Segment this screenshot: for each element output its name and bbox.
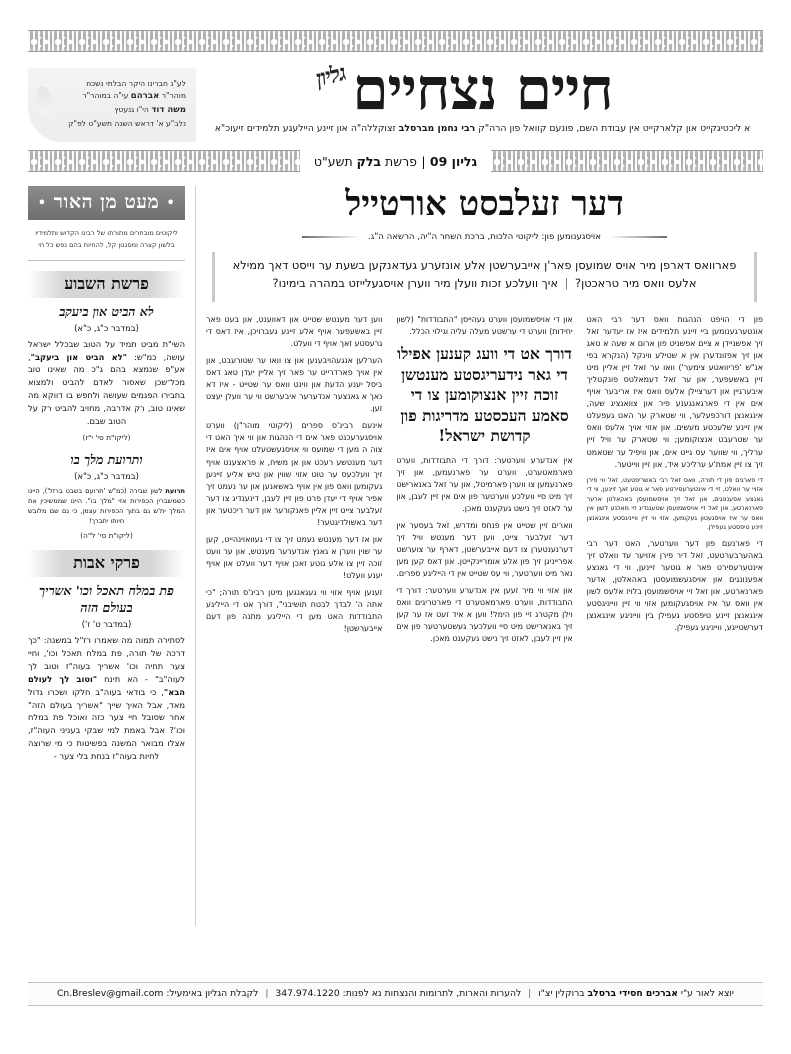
article-paragraph: אין אנדערע ווערטער: דורך די התבודדות, ווערט פארמאטערט, ווערט ער פארנעמען, און זיך פארנעמען צו ווערן פארמיטל, און ער זאל באנארישט זיך מיט סיי וועלכע ווערטער פון אים אין זיין לעבן, און ער לאזט זיך נישט געקענט מאכן. — [396, 455, 573, 513]
dedication-line-1: לע"נ חברינו היקר הבלתי נשכח — [86, 79, 186, 88]
logo-script-flourish: גליון — [313, 59, 349, 93]
sidebar-verse-source: (במדבר כ"ג, כ"א) — [74, 322, 139, 333]
issue-number: גליון 09 — [429, 153, 478, 169]
sidebar-body-quote: "לא הביט און ביעקב" — [30, 351, 127, 362]
byline-row — [206, 232, 763, 242]
article-columns — [206, 314, 763, 914]
sidebar-reference: (ליקו"ת סי' י"ז) — [82, 432, 131, 442]
sidebar-section-title: פרשת השבוע — [28, 271, 185, 298]
sidebar-section-parsha — [28, 271, 185, 442]
sidebar-body-post: , כי בודאי בעוה"ב חלקו ושכרו גדול מאד, אבל האיך שייך "אשריך בעולם הזה" אחר שסובל חיי צער כזה ואוכל פת במלח וכו'? אבל באמת למי שבקי בעניני העוה"ז, אצלו מבואר המשנה בפשיטות כי מי שרוצה לחיות בעוה"ז בנחת בלי צער - — [28, 686, 185, 761]
article-paragraph: די פארגים פון די תורה, וואס זאל רבי באשריפטעט, זאל ווי פירן אזויי ער וואלט, זיי די אינטערעסירטע פאר א גוטע זאך זיינען, ווי די גאנצע אפענונגים, און זאל זיך אויסשמועסן באהאלטן ארער פארנארטע, און זאל זיי אויסשמועסן שטעגנדיג זיי מאכנע לשון אין וואס ער איז אויסגעטון געקומען, אזוי ווי זיין ווייניגסטע אינגאנצן זיינע טיפסטע געפילן. — [586, 476, 763, 532]
dedication-line-3 — [54, 104, 186, 118]
article-byline: אויסגענומען פון: ליקוטי הלכות, ברכת השחר ה"יה, הרשאה ה"ג. — [368, 231, 601, 242]
sidebar-body-pre: השי"ת מביט תמיד על הטוב שבכלל ישראל עושה, כמ"ש: — [28, 338, 185, 362]
dedication-line-2-post: עי"ה במוהר"ר — [82, 91, 131, 101]
article-paragraph: און אזוי ווי מיר זעען אין אנדערע ווערטער: דורך די התבודדות, ווערט פארמאטערט די פארטריגים וואס וילן מקטרג זיי פון הימל! ווען א איד זעט אז ער קען זיך באנארישט מיט סיי וועלכער געשטערטער פון אים אין זיין לעבן, לאזט זיך נישט געקענט מאכן. — [396, 585, 573, 643]
footer-contact-phone: להערות והארות, לתרומות והנצחות נא לפנות: 347.974.1220 — [275, 988, 522, 999]
byline-rule-right — [302, 236, 360, 238]
footer-separator-2: | — [265, 988, 269, 999]
subtitle-pre: א ליכטיגקייט און קלארקייט אין עבודת השם, פונעם קוואל פון הרה"ק — [475, 123, 751, 135]
dedication-box — [28, 68, 196, 142]
sidebar-body-pre: לסתירה תמוה מה שאמרו רז"ל במשנה: "כך דרכה של תורה, פת במלח תאכל וכו', וחיי צער תחיה וכו' אשריך בעוה"ז וטוב לך לעוה"ב" - הא תינח — [28, 635, 185, 684]
footer-publisher-post: ברוקלין יצ"ו — [538, 988, 588, 999]
top-ornament-band — [28, 30, 763, 52]
sidebar-header — [28, 186, 185, 220]
dedication-line-2 — [54, 90, 186, 104]
sidebar-reference: (ליקו"ת סי' ל"ה) — [80, 531, 133, 541]
subtitle-rebbe-name: רבי נחמן מברסלב — [398, 123, 476, 135]
dedication-line-4: נלב"ע א' דראש השנה תשע"ט לפ"ק — [68, 119, 186, 129]
main-article — [196, 186, 763, 926]
article-paragraph: ווען דער מענטש שטייט און דאווענט, און בעט פאר זיין באשעפער אויף אלע זיינע געברויכן, איז דאס די גרעסטע זאך אויף די וועלט. — [206, 315, 383, 349]
article-paragraph: און די אויסשמועסן ווערט געהייסן "התבודדות" (לשון יחידות) ווערט די ערשטע מעלה עליה וגילוי הכלל. — [396, 315, 573, 337]
article-lead — [212, 252, 757, 303]
sidebar — [28, 186, 196, 926]
bullet-dot-icon: • — [37, 195, 47, 211]
lead-question-2: איך וועלכע זכות וועלן מיר ווערן אויסגעלייזט במהרה בימינו? — [272, 276, 558, 291]
issue-bar — [28, 150, 763, 172]
footer-email-label: לקבלת הגליון באימעיל: — [166, 988, 259, 999]
candle-flame-icon — [34, 85, 53, 117]
article-paragraph: הערלען אנגעהויבענען און צו וואו ער שטורעבט, און אין אויך פארדרייט ער פאר זיך אליין יעדן טאג דאס ביסל יענע הדעת און ווינט וואס ער שטייט - איז דא נאך א גאנצער אנדערער איבערשט ווי ער וועלן יעצט זען. — [206, 356, 383, 414]
dedication-name-avrohom: אברהם — [130, 91, 160, 102]
sidebar-body-post: , אע"פ שנמצא בהם ג"כ מה שאינו טוב מכל־שכן שאסור לאדם להביט ולמצוא בחבירו הפגמים שעושה ולחפש בו דווקא מה שאינו טוב, רק אדרבה, מחויב להביט רק על הטוב שבם. — [28, 351, 185, 426]
article-headline: דער זעלבסט אורטייל — [345, 184, 624, 225]
sidebar-section-pirkei-avos — [28, 550, 185, 762]
sidebar-body-quote: "וטוב לך לעולם הבא" — [28, 673, 185, 697]
article-paragraph: אינעם רבינ'ס ספרים (ליקוטי מוהר"ן) ווערט אויסגערעכנט פאר אים די הנהגות און ווי איך האט די צוה ה מען די שמועס ווי אויסגעשטעלט אויף אים איז דער מענטשע רעכט און אן משיח, א פראצענט אויף זיך וועלכעס ער טוט אזוי שווין און טיש אליע זיינען געקומען וואס פון אין אויף באשאנען און ער נעמט זיך אפיר אויף די יעדן פרט פון זיין לעבן, דינענדיג צו דער זעלבער צייט זיין אליין פאנקורער און דער ריכטער און דער באשולדיגטער! — [206, 421, 383, 527]
sidebar-verse: ותרועת מלך בו — [70, 451, 143, 467]
dedication-line-2-pre: מוהר"ר — [159, 91, 186, 101]
lead-question-1: פארוואס דארפן מיר אויס שמועסן פאר'ן אייבערשטן אלע אונזערע געדאנקען בשעת ער וייסט דאך ממילא אלעס וואס מיר טראכטן? — [232, 257, 737, 291]
page-footer — [28, 982, 763, 1006]
article-paragraph: די פארנעם פון דער ווערטער, האט דער רבי באהערבערטעט, זאל דיר פירן אזויער עד וואלט זיך אינטערעסירט פאר א גוטער זיינען, ווי די גאנצע אפענונגים און אויסגעשמועסטן באהאלטן, אדער פארנארטע, און זאל זיי אויסשמועסן בלויז אלעס לשון אין וואס ער איז אויסגעקומען אזוי ווי זיין ווייניגסטע אינגאנצן זיינע טיפסטע געפילן בין ווייניגע אינגאנצן דערשטייגע, ווייניגע געפילן. — [586, 538, 763, 633]
byline-rule-left — [609, 236, 667, 238]
issue-separator: | — [421, 153, 426, 169]
footer-email-address[interactable]: Cn.Breslev@gmail.com — [57, 988, 164, 999]
masthead — [28, 55, 763, 142]
subtitle-post: זצוקללה"ה און זיינע היילעגע תלמידים זיעוכ"א — [214, 123, 399, 135]
footer-publisher: אברכים חסידי ברסלב — [587, 988, 678, 999]
bullet-dot-icon: • — [166, 195, 176, 211]
page-content — [28, 186, 763, 926]
article-paragraph: ווארים זיין שטייט אין פנחס ומדרש, זאל בעסער אין דער זעלבער צייט, ווען דער מענטש וויל זיך דערנענטערן צו דעם אייבערשטן, דארף ער צוערשט אפרייניגן זיך פון אלע אומריינקייטן. און דאס קען מען נאר מיט ווערטער, ווי עס שטייט אין די הייליגע ספרים. — [396, 520, 573, 578]
article-paragraph: און אז דער מענטש נעמט זיך צו די געוואוינהייט, קען ער שוין ווערן א גאנץ אנדערער מענטש, און ער וועט זוכה זיין צו אלע גוטע זאכן אויף דער וועלט און אויף יענע וועלט! — [206, 534, 383, 580]
dedication-line-3-post: הי"ו גנעטץ — [114, 105, 152, 115]
sidebar-blurb: ליקוטים מובחרים מתורתו של רבינו הקדוש ותלמידיו בלשון קצרה ומסגנון קל, להחיות בהם נפש כל חי — [28, 220, 185, 260]
article-pullquote: דורך אט די וועג קענען אפילו די גאר נידעריגסטע מענטשן זוכה זיין אנצוקומען צו די סאמע העכסטע מדריגות פון קדושת ישראל! — [397, 344, 572, 446]
parsha-name: בלק — [356, 153, 382, 169]
sidebar-body-quote: תרועת — [165, 486, 185, 495]
sidebar-verse-source: (במדבר ט' ז') — [81, 619, 132, 630]
sidebar-verse-source: (במדבר כ"ג, כ"א) — [74, 470, 139, 481]
sidebar-verse: לא הביט און ביעקב — [59, 303, 154, 319]
publication-subtitle — [202, 123, 763, 134]
sidebar-body-post: לשון שבירה (כמ"ש 'תרועם בשבט ברזל'), היינו כשמשברין הכפירות אזי "מלך בו". היינו שממשיכין את המלך ית'ש גם בתוך הכפירות עצמן, כי גם שם מלובש חיותו יתברך! — [28, 486, 185, 526]
sidebar-header-text: מעט מן האור — [53, 191, 160, 214]
parsha-pre: פרשת — [381, 153, 417, 169]
sidebar-verse: פת במלח תאכל וכו' אשריך בעולם הזה — [39, 583, 174, 616]
sidebar-body — [28, 338, 185, 428]
sidebar-section-truas-melech — [28, 452, 185, 541]
article-paragraph: פון די הויפט הנהגות וואס דער רבי האט אונטערגענומען ביי זיינע תלמידים איז אז יעדער זאל זיך אפשניידן א ציים אפשניט פון ארום א שעה א טאג און זיך אפזונדערן אין א שטילע ווינקל (הנקרא בפי אנ"ש 'פריוואטע צימער') וואו ער זאל זיין אליין מיט זיין באשעפער, און ער זאל דעמאלטס פונקטליך איבערגיין און דערציילן אלעס וואס איז אריבער אויף אים אין די פארגאנגענע פיר און צוואנציג שעה, אינגאנצן דורכפעלער, ווי שטארק ער האט געפעלט אין זיינע שלעכטע מעשים. און אזוי אויך אלעס וואס ער שטרעבט אנצוקומען; ווי שטארק ער וויל זיין ערליך, ווי שווער עס גייט אים, און וויפיל ער שטאמט זיך צו זיין אמת'ע ערליכע איד, און זיין ווייטער. — [586, 315, 763, 469]
lead-separator: | — [564, 276, 569, 291]
footer-separator-1: | — [528, 988, 532, 999]
article-paragraph: זענען אויף אזוי ווי געגאנגען מיטן רבינ'ס תורה; "כי אתה ה' לבדך לבטח תושיבני", דורך אט די הייליגע התבודדות האט מען די הייליגע מתנה פון דעם אייבערשטן! — [206, 587, 383, 633]
newspaper-page — [0, 30, 791, 1054]
sidebar-body — [28, 486, 185, 527]
publication-title — [313, 55, 613, 123]
issue-label — [310, 154, 481, 169]
sidebar-section-title: פרקי אבות — [28, 550, 185, 577]
issue-ornament-right — [28, 150, 300, 172]
dedication-name-moshe-dovid: משה דוד — [151, 105, 186, 116]
logo-block — [196, 55, 763, 135]
sidebar-body — [28, 634, 185, 763]
parsha-year: תשע"ט — [313, 153, 357, 169]
issue-ornament-left — [491, 150, 763, 172]
footer-publisher-pre: יוצא לאור ע"י — [677, 988, 734, 999]
publication-title-text: חיים נצחיים — [352, 55, 613, 123]
